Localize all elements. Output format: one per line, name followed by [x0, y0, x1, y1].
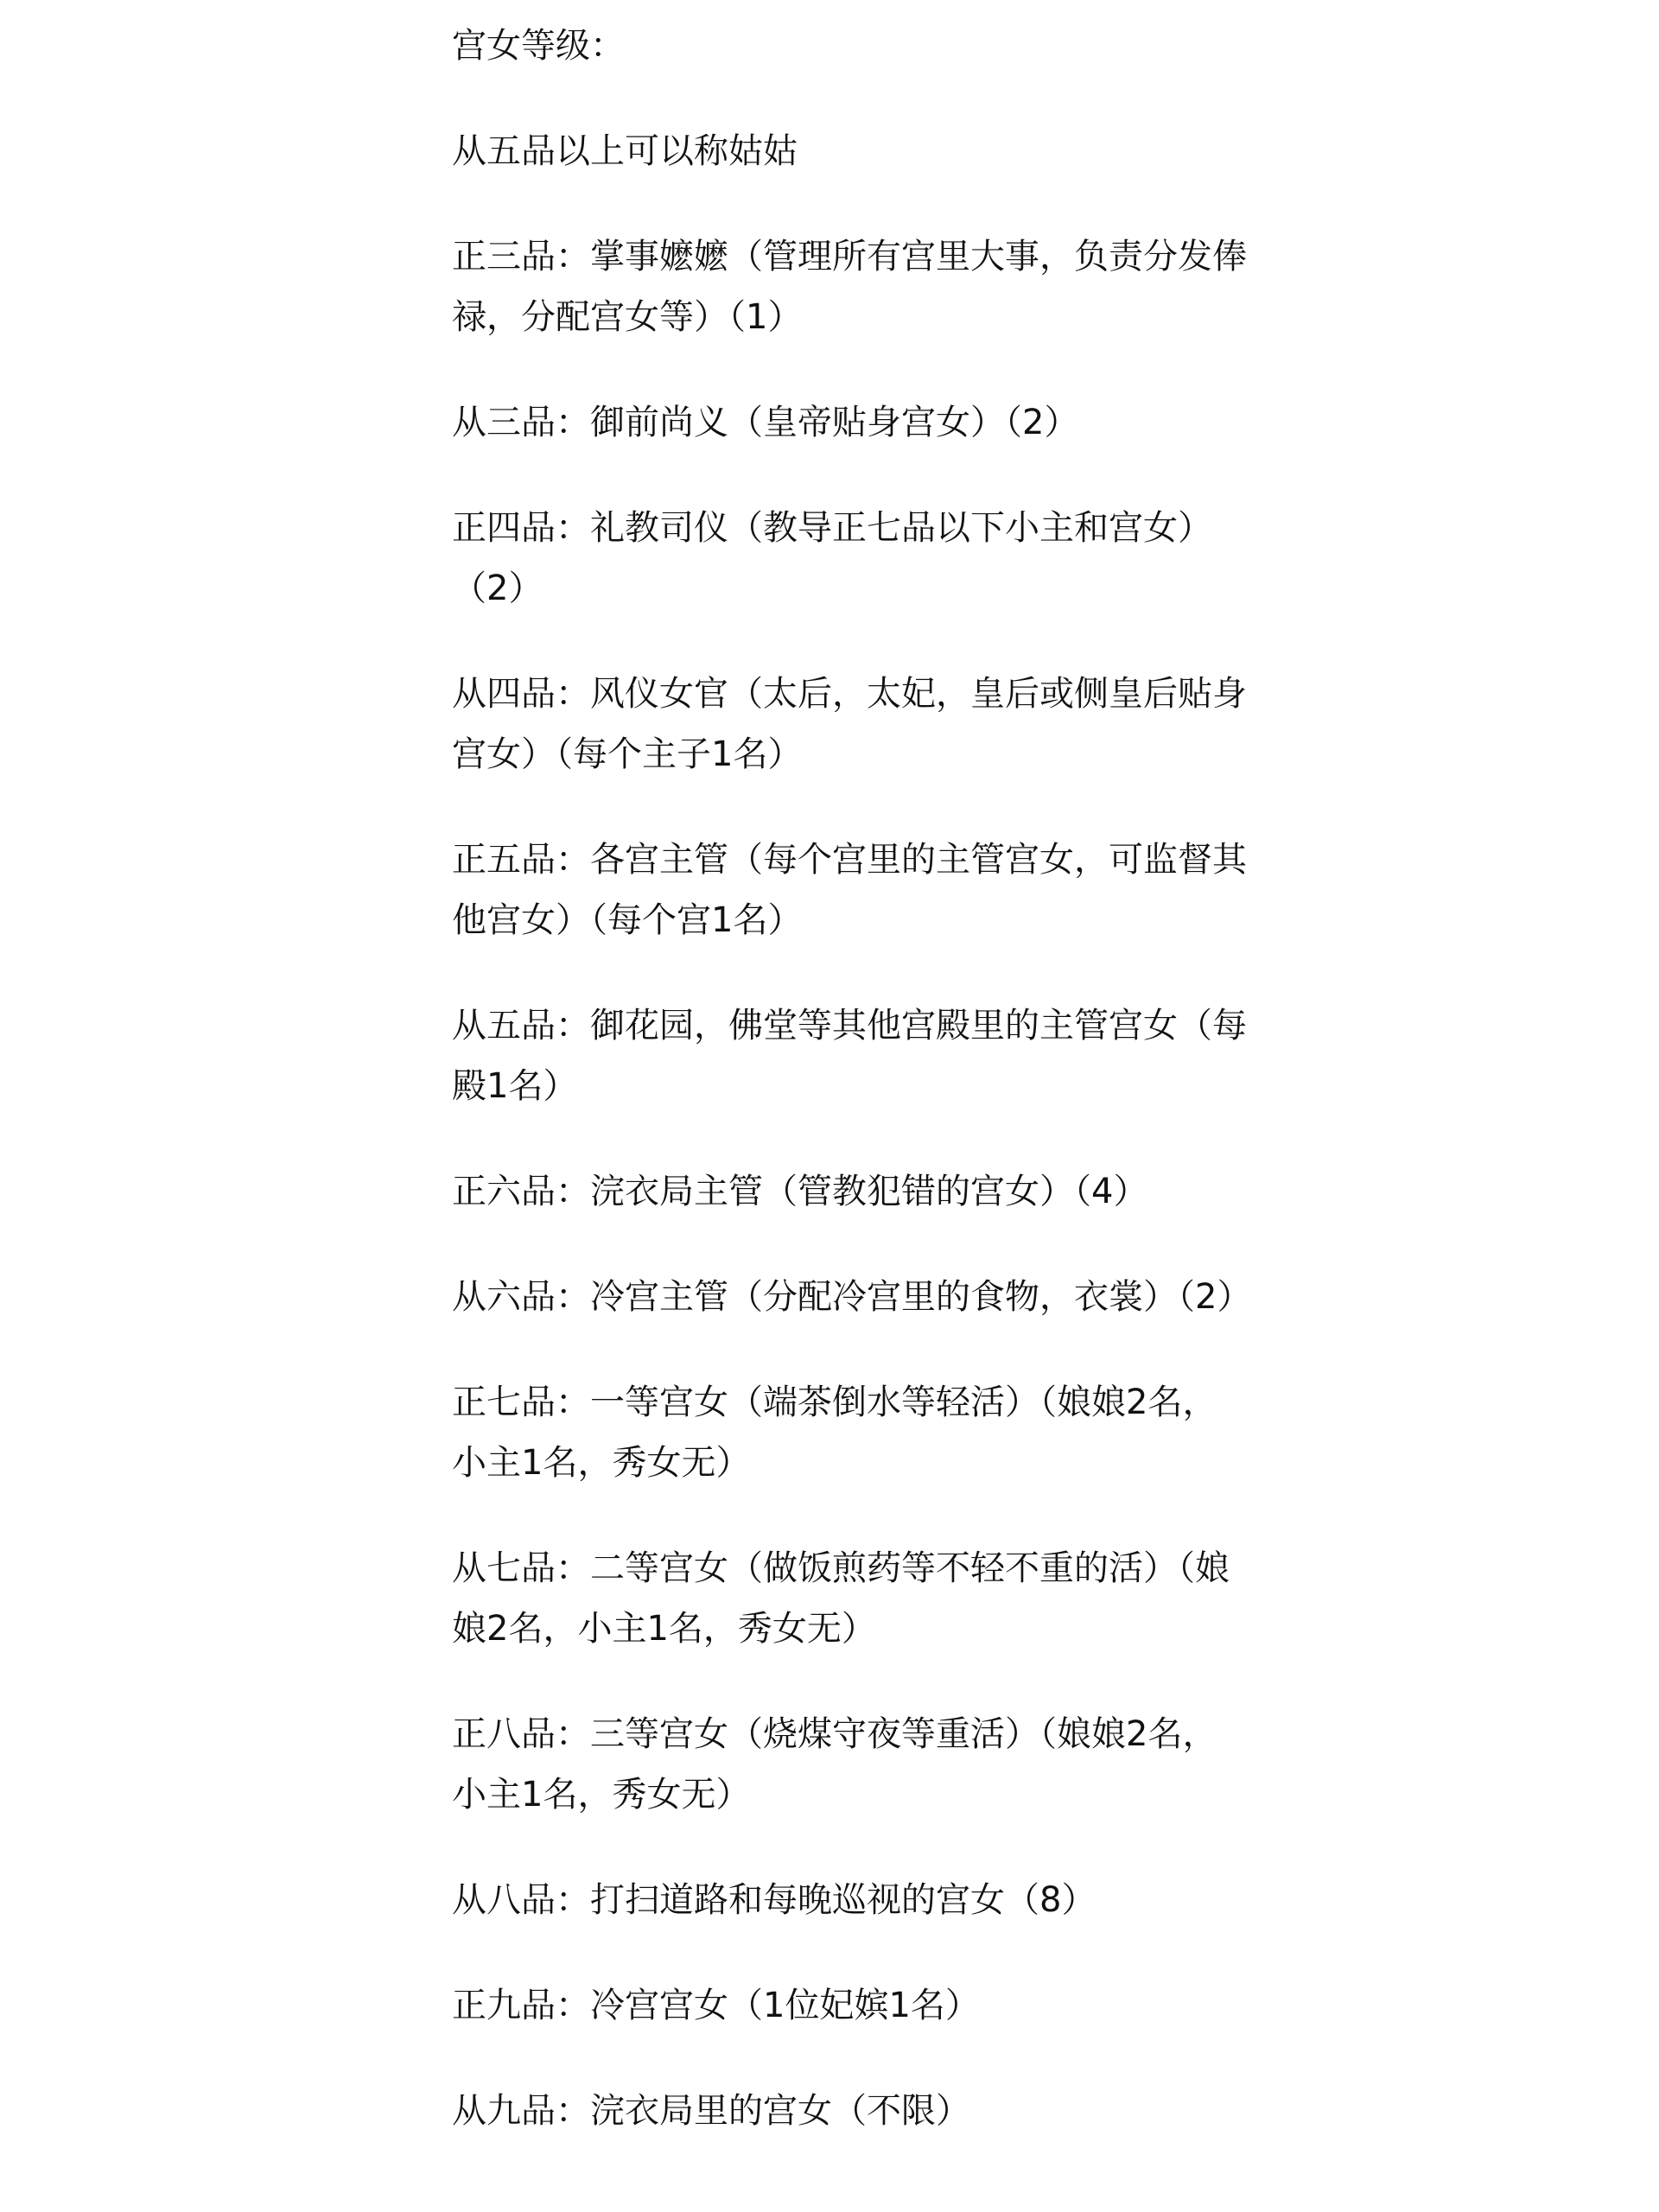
rank-item: 正六品：浣衣局主管（管教犯错的宫女）（4） [452, 1172, 1148, 1211]
rank-item: 正七品：一等宫女（端茶倒水等轻活）（娘娘2名，小主1名，秀女无） [452, 1382, 1217, 1483]
rank-item: 正九品：冷宫宫女（1位妃嫔1名） [452, 1986, 980, 2025]
rank-item: 从九品：浣衣局里的宫女（不限） [452, 2091, 970, 2131]
rank-item: 从四品：风仪女官（太后，太妃，皇后或侧皇后贴身宫女）（每个主子1名） [452, 674, 1247, 774]
rank-item: 从八品：打扫道路和每晚巡视的宫女（8） [452, 1880, 1096, 1920]
rank-item: 正八品：三等宫女（烧煤守夜等重活）（娘娘2名，小主1名，秀女无） [452, 1714, 1217, 1815]
document-heading: 宫女等级： [452, 26, 625, 66]
rank-item: 从七品：二等宫女（做饭煎药等不轻不重的活）（娘娘2名，小主1名，秀女无） [452, 1548, 1230, 1649]
rank-item: 正五品：各宫主管（每个宫里的主管宫女，可监督其他宫女）（每个宫1名） [452, 840, 1247, 940]
document-body [452, 16, 1252, 2141]
rank-item: 从五品：御花园，佛堂等其他宫殿里的主管宫女（每殿1名） [452, 1006, 1247, 1106]
document-intro: 从五品以上可以称姑姑 [452, 131, 798, 171]
rank-item: 从六品：冷宫主管（分配冷宫里的食物，衣裳）（2） [452, 1277, 1252, 1317]
rank-item: 正三品：掌事嬷嬷（管理所有宫里大事，负责分发俸禄，分配宫女等）（1） [452, 237, 1247, 337]
rank-item: 从三品：御前尚义（皇帝贴身宫女）（2） [452, 403, 1079, 442]
rank-item: 正四品：礼教司仪（教导正七品以下小主和宫女）（2） [452, 508, 1212, 608]
